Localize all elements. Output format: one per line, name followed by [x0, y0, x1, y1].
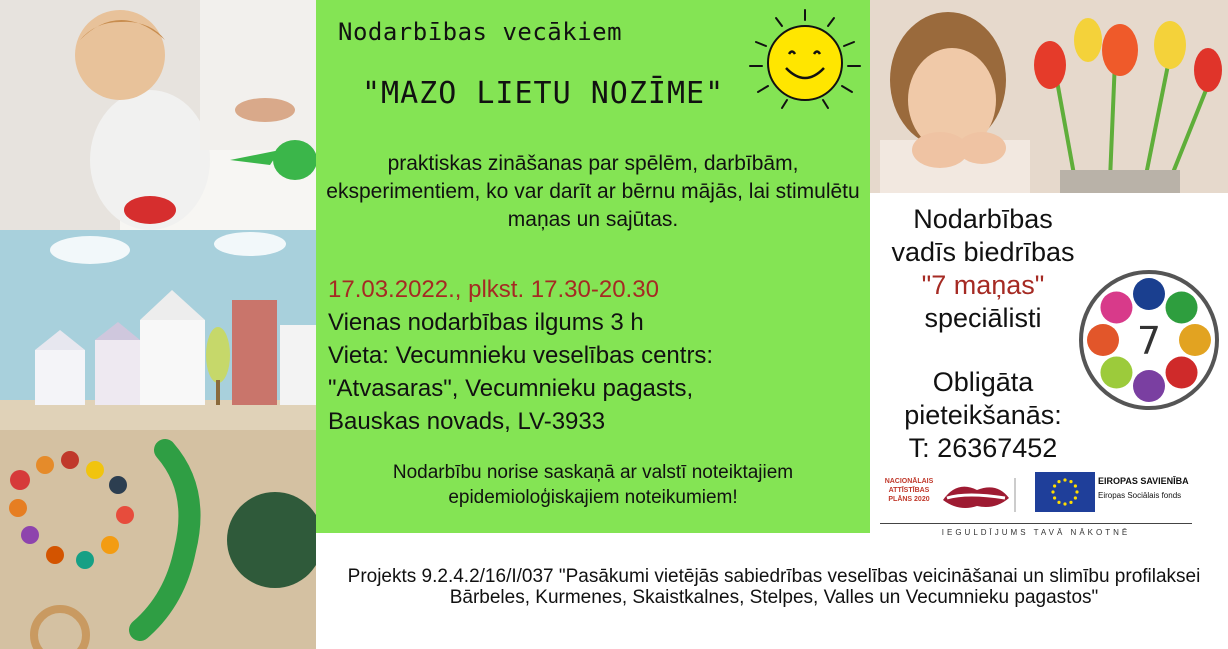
eu-star	[1074, 484, 1077, 487]
photo-paper-houses	[0, 230, 316, 430]
photo-girl-with-tulips	[870, 0, 1228, 193]
leaders-organization: "7 maņas"	[921, 270, 1045, 300]
event-description: praktiskas zināšanas par spēlēm, darbībām, eksperimentiem, ko var darīt ar bērnu mājās, lai stimulētu maņas un sajūtas.	[326, 152, 860, 231]
eu-star	[1051, 490, 1054, 493]
registration-line1: Obligāta	[932, 367, 1034, 397]
photo-child-painting	[0, 0, 316, 230]
national-plan-text: NACIONĀLAIS ATTĪSTĪBAS PLĀNS 2020	[884, 478, 934, 503]
funding-divider	[880, 523, 1192, 524]
registration-line2: pieteikšanās:	[904, 400, 1062, 430]
eu-star	[1063, 502, 1066, 505]
eu-star	[1069, 501, 1072, 504]
eu-star	[1069, 480, 1072, 483]
sense-dot	[1100, 357, 1132, 389]
paper-houses-illustration	[0, 230, 316, 430]
logo-number: 7	[1136, 319, 1162, 363]
eu-star	[1075, 490, 1078, 493]
event-place-line1: Vieta: Vecumnieku veselības centrs:	[328, 342, 714, 369]
sense-dot	[1133, 370, 1165, 402]
sense-dot	[1133, 278, 1165, 310]
leaders-line2: vadīs biedrības	[891, 237, 1075, 267]
event-date: 17.03.2022., plkst. 17.30-20.30	[328, 276, 659, 303]
sense-dot	[1179, 324, 1211, 356]
eu-title: EIROPAS SAVIENĪBA	[1098, 476, 1189, 486]
event-place-line2: "Atvasaras", Vecumnieku pagasts,	[328, 375, 694, 402]
sense-dot	[1166, 291, 1198, 323]
project-description: Projekts 9.2.4.2/16/I/037 "Pasākumi vietējās sabiedrības veselības veicināšanai un slimību profilaksei Bārbeles, Kurmenes, Skaistkalnes, Stelpes, Valles un Vecumnieku pagastos"	[347, 566, 1201, 608]
sense-dot	[1166, 357, 1198, 389]
sense-dot	[1100, 291, 1132, 323]
eu-star	[1063, 478, 1066, 481]
eu-star	[1053, 484, 1056, 487]
smiling-sun-icon	[742, 6, 868, 116]
eu-star	[1057, 501, 1060, 504]
seven-senses-logo	[1077, 268, 1221, 412]
eu-flag-icon	[1035, 472, 1095, 512]
photo-sensory-toys	[0, 430, 316, 649]
eu-star	[1057, 480, 1060, 483]
event-title: "MAZO LIETU NOZĪME"	[362, 76, 725, 111]
registration-phone: T: 26367452	[908, 433, 1058, 463]
child-painting-illustration	[0, 0, 316, 230]
event-duration: Vienas nodarbības ilgums 3 h	[328, 309, 644, 336]
eu-star	[1053, 496, 1056, 499]
subtitle-heading: Nodarbības vecākiem	[338, 18, 623, 46]
funding-slogan: IEGULDĪJUMS TAVĀ NĀKOTNĒ	[941, 528, 1131, 537]
eu-star	[1074, 496, 1077, 499]
epidemiological-notice: Nodarbību norise saskaņā ar valstī noteiktajiem epidemioloģiskajiem noteikumiem!	[392, 462, 794, 508]
event-place-line3: Bauskas novads, LV-3933	[328, 408, 606, 435]
girl-tulips-illustration	[870, 0, 1228, 193]
sense-dot	[1087, 324, 1119, 356]
sensory-toys-illustration	[0, 430, 316, 649]
leaders-line1: Nodarbības	[913, 204, 1053, 234]
leaders-line3: speciālisti	[924, 303, 1042, 333]
eu-social-fund: Eiropas Sociālais fonds	[1098, 491, 1182, 500]
